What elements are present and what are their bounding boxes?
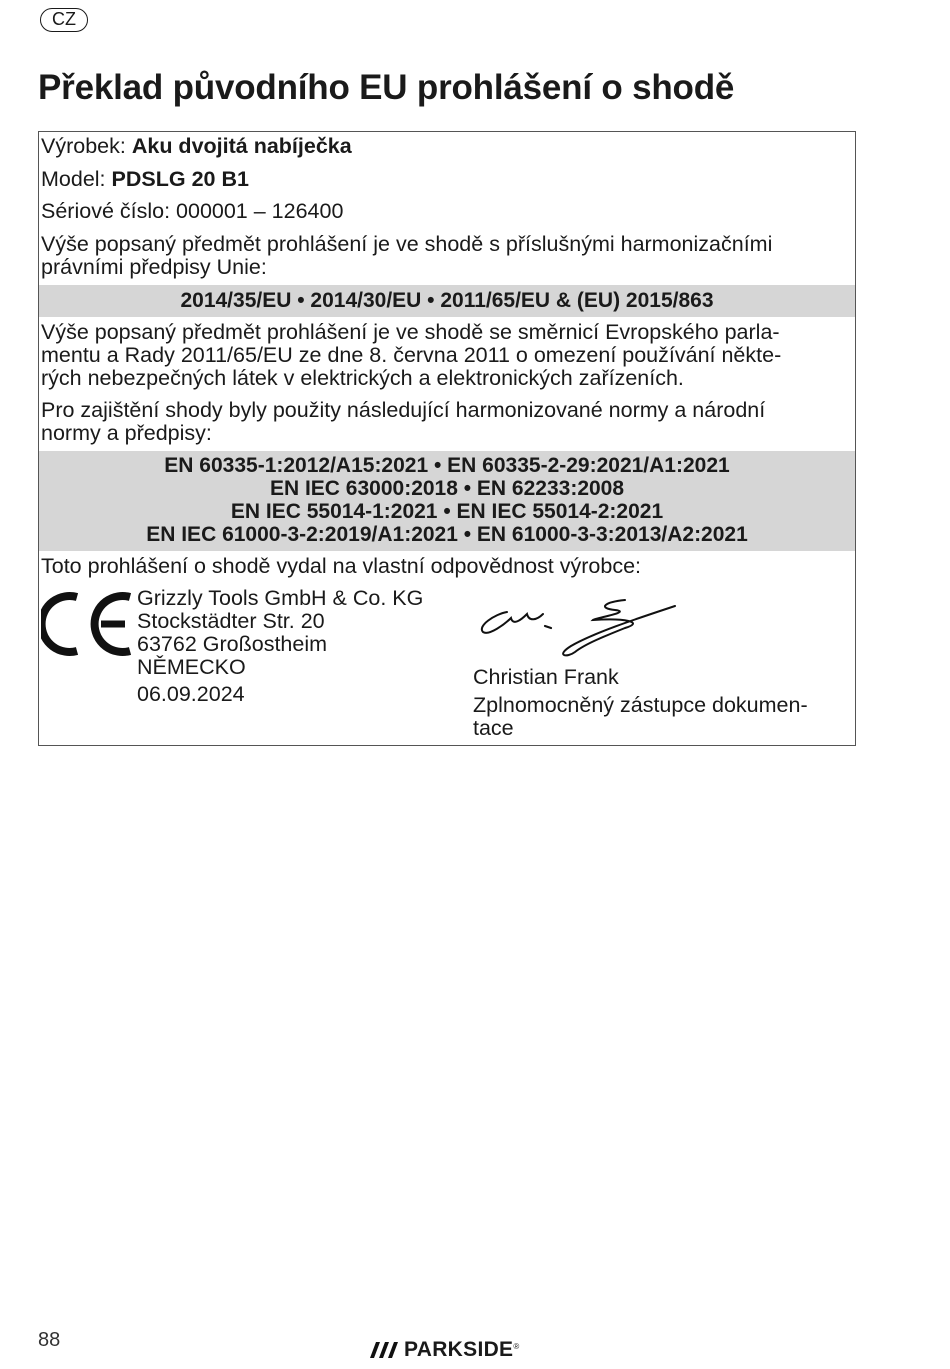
page-title: Překlad původního EU prohlášení o shodě	[38, 68, 735, 107]
declaration-date: 06.09.2024	[137, 682, 245, 706]
serial-line: Sériové číslo: 000001 – 126400	[41, 199, 344, 223]
rohs-text	[41, 321, 847, 390]
harmonization-text	[41, 233, 847, 279]
signature-icon	[475, 592, 685, 662]
standards-intro	[41, 399, 847, 445]
model-line	[41, 168, 847, 191]
text-line: mentu a Rady 2011/65/EU ze dne 8. června 2011 o omezení používání někte-	[41, 343, 782, 367]
directives: 2014/35/EU • 2014/30/EU • 2011/65/EU & (EU) 2015/863	[180, 289, 714, 312]
brand-registered-mark: ®	[513, 1341, 520, 1351]
text-line: Výše popsaný předmět prohlášení je ve shodě se směrnicí Evropského parla-	[41, 320, 780, 344]
text-line: právními předpisy Unie:	[41, 255, 267, 279]
address-line: Grizzly Tools GmbH & Co. KG	[137, 586, 424, 610]
brand-slashes-icon	[370, 1340, 400, 1360]
standard-line: EN 60335-1:2012/A15:2021 • EN 60335-2-29:2021/A1:2021	[164, 454, 730, 477]
text-line: rých nebezpečných látek v elektrických a elektronických zařízeních.	[41, 366, 684, 390]
text-line: Výše popsaný předmět prohlášení je ve shodě s příslušnými harmonizačními	[41, 232, 773, 256]
standards-band	[39, 451, 855, 551]
brand-logo	[370, 1338, 519, 1362]
address-line: Stockstädter Str. 20	[137, 609, 325, 633]
address-line: NĚMECKO	[137, 655, 246, 679]
text-line: Pro zajištění shody byly použity následující harmonizované normy a národní	[41, 398, 766, 422]
text-line: normy a předpisy:	[41, 421, 212, 445]
standard-line: EN IEC 61000-3-2:2019/A1:2021 • EN 61000-3-3:2013/A2:2021	[146, 523, 748, 546]
ce-mark-icon	[41, 591, 133, 657]
directives-band	[39, 285, 855, 317]
standard-line: EN IEC 55014-1:2021 • EN IEC 55014-2:2021	[230, 500, 664, 523]
signer-block	[473, 666, 808, 740]
product-line	[41, 135, 847, 158]
standard-line: EN IEC 63000:2018 • EN 62233:2008	[269, 477, 625, 500]
issuer-text: Toto prohlášení o shodě vydal na vlastní odpovědnost výrobce:	[41, 554, 641, 578]
signer-name: Christian Frank	[473, 665, 619, 689]
address-line: 63762 Großostheim	[137, 632, 328, 656]
signer-role-line: Zplnomocněný zástupce dokumen-	[473, 693, 808, 717]
signer-role-line: tace	[473, 716, 514, 740]
brand-name: PARKSIDE	[404, 1338, 514, 1361]
page-number: 88	[38, 1329, 61, 1351]
product-value: Aku dvojitá nabíječka	[131, 134, 352, 158]
product-label: Výrobek:	[41, 134, 126, 158]
declaration-box	[38, 131, 856, 746]
language-badge: CZ	[40, 8, 88, 32]
manufacturer-address	[137, 587, 423, 706]
model-label: Model:	[41, 167, 106, 191]
model-value: PDSLG 20 B1	[111, 167, 249, 191]
